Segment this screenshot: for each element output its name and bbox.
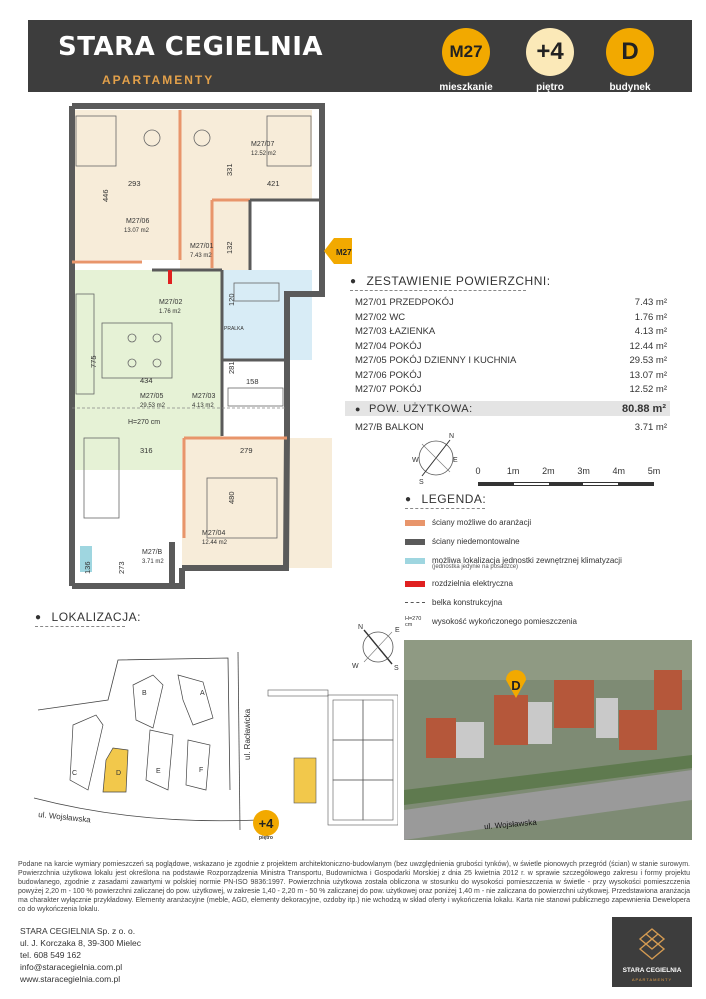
swatch-beam xyxy=(405,602,425,603)
apartment-badge: M27 xyxy=(442,28,490,76)
surface-row xyxy=(355,354,667,369)
company-phone: tel. 608 549 162 xyxy=(20,950,81,960)
legend-heading xyxy=(405,492,486,506)
brand-subtitle: APARTAMENTY xyxy=(102,73,215,87)
logo-emblem-icon xyxy=(638,927,666,963)
dim-316: 316 xyxy=(140,446,153,455)
surface-name: M27/07 POKÓJ xyxy=(355,384,422,395)
legend-note: (jednostka jedynie na posadzce) xyxy=(432,564,519,570)
surfaces-heading xyxy=(350,274,551,288)
building-caption: budynek xyxy=(609,82,651,93)
legend-list xyxy=(405,513,695,631)
building-label-d: D xyxy=(116,770,122,777)
dim-775: 775 xyxy=(89,355,98,368)
floor-marker-value: +4 xyxy=(258,816,274,831)
room-label-b: M27/B xyxy=(142,549,163,556)
photo-street-label: ul. Wojsławska xyxy=(483,817,538,832)
room-fill-04 xyxy=(182,438,332,568)
total-label xyxy=(355,403,473,415)
room-fill-06 xyxy=(72,110,180,260)
company-logo xyxy=(612,917,692,987)
legend-heading-text: LEGENDA: xyxy=(421,492,487,506)
company-website[interactable]: www.staracegielnia.com.pl xyxy=(20,974,121,984)
dim-446: 446 xyxy=(101,189,110,202)
dim-480: 480 xyxy=(227,491,236,504)
location-heading xyxy=(35,610,141,624)
surface-name: M27/03 ŁAZIENKA xyxy=(355,326,436,337)
legend-label: wysokość wykończonego pomieszczenia xyxy=(432,617,577,626)
legend-prefix: H=270 cm xyxy=(405,615,422,628)
legend-item xyxy=(405,574,695,593)
room-area-b: 3.71 m2 xyxy=(142,559,164,565)
scale-label: 1m xyxy=(506,466,520,476)
scale-label: 4m xyxy=(612,466,626,476)
surface-row xyxy=(355,311,667,326)
surface-name: M27/01 PRZEDPOKÓJ xyxy=(355,297,454,308)
surface-name: M27/04 POKÓJ xyxy=(355,340,422,352)
bullet-icon: ● xyxy=(35,611,42,623)
site-map xyxy=(28,640,398,840)
apartment-caption: mieszkanie xyxy=(439,82,493,93)
room-label-07: M27/07 xyxy=(251,141,275,148)
balcony-area: 3.71 m² xyxy=(634,422,667,433)
swatch-ac xyxy=(405,558,425,564)
dim-136: 136 xyxy=(83,561,92,574)
building-label-b: B xyxy=(142,690,147,697)
building-label-c: C xyxy=(72,770,78,777)
washer-label: PRALKA xyxy=(224,326,244,332)
swatch-arrangeable xyxy=(405,520,425,526)
room-area-02: 1.76 m2 xyxy=(159,309,181,315)
bullet-icon: ● xyxy=(350,275,357,287)
surface-area: 12.52 m² xyxy=(629,384,667,395)
aerial-photo-illustration xyxy=(404,640,692,840)
floor-marker-caption: piętro xyxy=(259,835,273,840)
apartment-highlight xyxy=(294,758,316,803)
swatch-electrical xyxy=(405,581,425,587)
surfaces-divider xyxy=(350,290,526,291)
company-name: STARA CEGIELNIA Sp. z o. o. xyxy=(20,926,136,936)
building-a xyxy=(178,675,213,725)
electrical-panel xyxy=(168,270,172,284)
scale-label: 0 xyxy=(475,466,481,476)
street-label-raclawicka: ul. Racławicka xyxy=(243,708,252,760)
legend-label: rozdzielnia elektryczna xyxy=(432,579,513,588)
street-label-wojslawska: ul. Wojsławska xyxy=(37,810,92,825)
floor-key-plan xyxy=(268,690,398,825)
legend-item xyxy=(405,532,695,551)
dim-281: 281 xyxy=(227,361,236,374)
scale-label: 3m xyxy=(577,466,590,476)
surface-area: 1.76 m² xyxy=(634,311,667,323)
total-label-text: POW. UŻYTKOWA: xyxy=(368,402,473,415)
room-area-07: 12.52 m2 xyxy=(251,151,277,157)
scale-bar xyxy=(475,466,661,486)
surface-row xyxy=(355,325,667,340)
room-area-06: 13.07 m2 xyxy=(124,228,150,234)
legend-item xyxy=(405,593,695,612)
surface-area: 4.13 m² xyxy=(634,326,667,337)
photo-building-marker: D xyxy=(511,678,521,693)
surface-row xyxy=(355,383,667,398)
dim-421: 421 xyxy=(267,179,280,188)
dim-279: 279 xyxy=(240,446,253,455)
scale-label: 5m xyxy=(647,466,661,476)
staircase-fill xyxy=(250,200,312,270)
scale-labels xyxy=(475,466,661,478)
room-label-01: M27/01 xyxy=(190,243,214,250)
bullet-icon: ● xyxy=(405,493,412,505)
scale-segments xyxy=(478,482,654,486)
legend-item xyxy=(405,513,695,532)
room-area-04: 12.44 m2 xyxy=(202,540,228,546)
room-area-03: 4.13 m2 xyxy=(192,403,214,409)
logo-title: STARA CEGIELNIA xyxy=(622,967,682,974)
disclaimer-text: Podane na karcie wymiary pomieszczeń są poglądowe, wskazano je zgodnie z projektem architektoniczno-budowlanym (bez uwzględnienia grubości tynków), w świetle pionowych przegród (ścian) w stanie surowym. Powierzchnia użytkowa lokalu jest określona na podstawie Rozporządzenia Ministra Transportu, Budownictwa i Gospodarki Morskiej z dnia 25 kwietnia 2012 r. w sprawie szczegółowego zakresu i formy projektu budowlanego, zgodnie z zasadami zawartymi w polskiej normie PN-ISO 9836:1997. Powierzchnia użytkowa została obliczona w stosunku do wysokości pomieszczenia w świetle - przy wysokości pomieszczenia powyżej 2,20 m - 100 % powierzchni zaliczanej do pow. użytkowej, w zakresie 1,40 - 2,20 m - 50 % zaliczanej do pow. użytkowej oraz poniżej 1,40 m - nie zaliczana do powierzchni użytkowej. Przedstawiona aranżacja ma charakter wyłącznie przykładowy. Elementy aranżacyjne (meble, AGD, elementy dekoracyjne, ozdoby itp.) nie wchodzą w skład oferty i wykończenia lokalu. Karta nie stanowi publicznego zapewnienia Dewelopera co do wykończenia lokalu. xyxy=(18,861,690,913)
balcony-name: M27/B BALKON xyxy=(355,422,424,433)
location-heading-text: LOKALIZACJA: xyxy=(51,610,141,624)
compass-icon xyxy=(408,430,464,486)
compass-w: W xyxy=(412,457,419,464)
room-area-05: 29.53 m2 xyxy=(140,403,166,409)
floor-badge: +4 xyxy=(526,28,574,76)
aerial-photo xyxy=(404,640,692,840)
surface-area: 7.43 m² xyxy=(634,297,667,308)
compass-n: N xyxy=(449,433,455,440)
scale-label: 2m xyxy=(542,466,555,476)
floor-caption: piętro xyxy=(536,82,564,93)
brand-title: STARA CEGIELNIA xyxy=(58,32,323,62)
room-fill-03 xyxy=(222,270,312,360)
total-area-bar xyxy=(345,401,670,416)
building-e xyxy=(146,730,173,790)
compass-s: S xyxy=(419,479,424,486)
header-bar xyxy=(28,20,692,92)
building-b xyxy=(133,675,163,728)
room-label-02: M27/02 xyxy=(159,299,183,306)
building-c xyxy=(70,715,103,790)
surface-area: 12.44 m² xyxy=(629,340,667,352)
swatch-fixed xyxy=(405,539,425,545)
surface-area: 13.07 m² xyxy=(629,369,667,381)
legend-label: ściany niedemontowalne xyxy=(432,537,520,546)
floor-plan xyxy=(62,98,352,590)
balcony-row xyxy=(355,422,667,433)
surface-name: M27/02 WC xyxy=(355,311,406,323)
entry-tag-label: M27 xyxy=(336,248,352,257)
dim-132: 132 xyxy=(225,241,234,254)
total-value: 80.88 m² xyxy=(621,402,666,415)
legend-label: belka konstrukcyjna xyxy=(432,598,503,607)
surface-name: M27/05 POKÓJ DZIENNY I KUCHNIA xyxy=(355,355,517,366)
surface-row xyxy=(355,369,667,384)
building-badge: D xyxy=(606,28,654,76)
surfaces-heading-text: ZESTAWIENIE POWIERZCHNI: xyxy=(366,274,551,288)
dim-273: 273 xyxy=(117,561,126,574)
surface-area: 29.53 m² xyxy=(629,355,667,366)
dim-158: 158 xyxy=(246,377,259,386)
building-f xyxy=(186,740,210,790)
room-label-06: M27/06 xyxy=(126,218,150,225)
compass-n: N xyxy=(358,624,364,631)
surface-name: M27/06 POKÓJ xyxy=(355,369,422,381)
compass-s: S xyxy=(394,665,399,672)
surfaces-table xyxy=(355,296,667,398)
building-label-e: E xyxy=(156,768,161,775)
legend-label: ściany możliwe do aranżacji xyxy=(432,518,532,527)
contact-block xyxy=(20,925,141,985)
room-fill-07 xyxy=(180,110,312,200)
compass-w: W xyxy=(352,663,359,670)
room-label-05: M27/05 xyxy=(140,393,164,400)
logo-subtitle: APARTAMENTY xyxy=(631,977,673,982)
building-label-a: A xyxy=(200,690,205,697)
legend-item xyxy=(405,612,695,631)
building-label-f: F xyxy=(199,767,204,774)
surface-row xyxy=(355,340,667,355)
dim-434: 434 xyxy=(140,376,153,385)
surface-row xyxy=(355,296,667,311)
legend-divider xyxy=(405,508,485,509)
room-label-04: M27/04 xyxy=(202,530,226,537)
room-label-03: M27/03 xyxy=(192,393,216,400)
room-fill-01 xyxy=(180,200,250,270)
room-area-01: 7.43 m2 xyxy=(190,253,212,259)
room-height-label: H=270 cm xyxy=(128,419,161,426)
company-address: ul. J. Korczaka 8, 39-300 Mielec xyxy=(20,938,141,948)
dim-331: 331 xyxy=(225,163,234,176)
location-divider xyxy=(35,626,125,627)
compass-e: E xyxy=(453,457,458,464)
bullet-icon: ● xyxy=(355,403,361,414)
dim-120: 120 xyxy=(227,293,236,306)
company-email[interactable]: info@staracegielnia.com.pl xyxy=(20,962,123,972)
compass-e: E xyxy=(395,627,400,634)
legend-label: możliwa lokalizacja jednostki zewnętrznej klimatyzacji xyxy=(432,556,622,565)
dim-293: 293 xyxy=(128,179,141,188)
